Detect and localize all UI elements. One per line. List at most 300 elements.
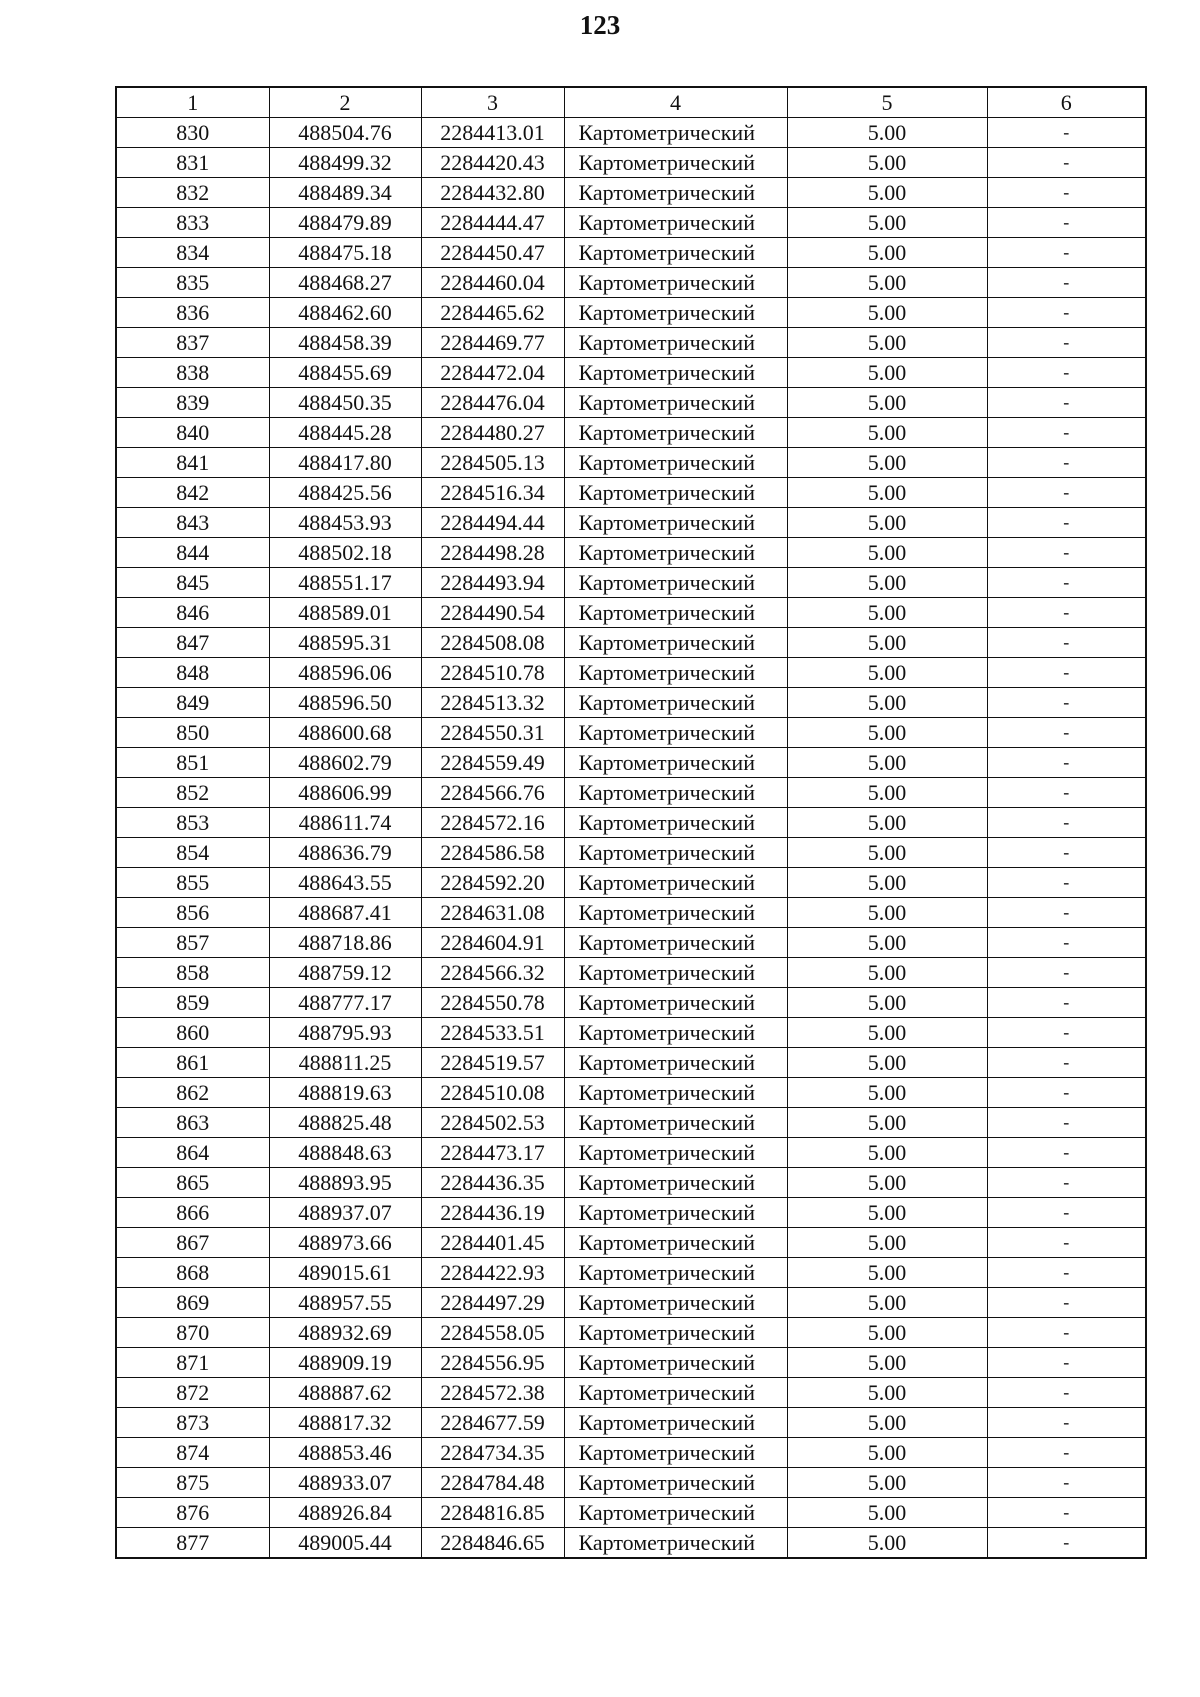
header-cell-3: 3	[421, 87, 564, 118]
accuracy-cell: 5.00	[787, 1348, 987, 1378]
table-row	[116, 418, 1146, 448]
table-body	[116, 118, 1146, 1559]
point-number-cell: 854	[116, 838, 269, 868]
x-coordinate-cell: 488643.55	[269, 868, 421, 898]
accuracy-cell: 5.00	[787, 778, 987, 808]
table-row	[116, 718, 1146, 748]
note-cell: -	[987, 1468, 1146, 1498]
table-row	[116, 328, 1146, 358]
x-coordinate-cell: 488596.06	[269, 658, 421, 688]
table-row	[116, 778, 1146, 808]
y-coordinate-cell: 2284816.85	[421, 1498, 564, 1528]
table-row	[116, 538, 1146, 568]
coordinates-table	[115, 86, 1147, 1559]
accuracy-cell: 5.00	[787, 238, 987, 268]
header-cell-5: 5	[787, 87, 987, 118]
x-coordinate-cell: 488445.28	[269, 418, 421, 448]
method-cell: Картометрический	[564, 388, 787, 418]
note-cell: -	[987, 148, 1146, 178]
note-cell: -	[987, 1318, 1146, 1348]
x-coordinate-cell: 488499.32	[269, 148, 421, 178]
table-row	[116, 1288, 1146, 1318]
x-coordinate-cell: 488462.60	[269, 298, 421, 328]
note-cell: -	[987, 1018, 1146, 1048]
y-coordinate-cell: 2284586.58	[421, 838, 564, 868]
y-coordinate-cell: 2284533.51	[421, 1018, 564, 1048]
table-row	[116, 868, 1146, 898]
point-number-cell: 843	[116, 508, 269, 538]
y-coordinate-cell: 2284510.08	[421, 1078, 564, 1108]
x-coordinate-cell: 488777.17	[269, 988, 421, 1018]
header-cell-4: 4	[564, 87, 787, 118]
method-cell: Картометрический	[564, 1348, 787, 1378]
accuracy-cell: 5.00	[787, 1498, 987, 1528]
accuracy-cell: 5.00	[787, 718, 987, 748]
note-cell: -	[987, 808, 1146, 838]
point-number-cell: 857	[116, 928, 269, 958]
table-row	[116, 1138, 1146, 1168]
method-cell: Картометрический	[564, 1138, 787, 1168]
method-cell: Картометрический	[564, 418, 787, 448]
y-coordinate-cell: 2284784.48	[421, 1468, 564, 1498]
note-cell: -	[987, 658, 1146, 688]
y-coordinate-cell: 2284420.43	[421, 148, 564, 178]
table-row	[116, 238, 1146, 268]
table-row	[116, 1438, 1146, 1468]
point-number-cell: 860	[116, 1018, 269, 1048]
method-cell: Картометрический	[564, 568, 787, 598]
header-cell-2: 2	[269, 87, 421, 118]
note-cell: -	[987, 688, 1146, 718]
accuracy-cell: 5.00	[787, 1378, 987, 1408]
point-number-cell: 869	[116, 1288, 269, 1318]
x-coordinate-cell: 488600.68	[269, 718, 421, 748]
y-coordinate-cell: 2284513.32	[421, 688, 564, 718]
accuracy-cell: 5.00	[787, 928, 987, 958]
x-coordinate-cell: 488611.74	[269, 808, 421, 838]
note-cell: -	[987, 1438, 1146, 1468]
table-row	[116, 658, 1146, 688]
point-number-cell: 866	[116, 1198, 269, 1228]
point-number-cell: 875	[116, 1468, 269, 1498]
point-number-cell: 842	[116, 478, 269, 508]
note-cell: -	[987, 1078, 1146, 1108]
y-coordinate-cell: 2284559.49	[421, 748, 564, 778]
table-row	[116, 268, 1146, 298]
accuracy-cell: 5.00	[787, 1438, 987, 1468]
method-cell: Картометрический	[564, 1468, 787, 1498]
x-coordinate-cell: 488602.79	[269, 748, 421, 778]
method-cell: Картометрический	[564, 718, 787, 748]
method-cell: Картометрический	[564, 628, 787, 658]
point-number-cell: 844	[116, 538, 269, 568]
note-cell: -	[987, 928, 1146, 958]
point-number-cell: 850	[116, 718, 269, 748]
y-coordinate-cell: 2284436.35	[421, 1168, 564, 1198]
note-cell: -	[987, 1258, 1146, 1288]
x-coordinate-cell: 488933.07	[269, 1468, 421, 1498]
method-cell: Картометрический	[564, 748, 787, 778]
accuracy-cell: 5.00	[787, 1138, 987, 1168]
table-row	[116, 1378, 1146, 1408]
method-cell: Картометрический	[564, 298, 787, 328]
x-coordinate-cell: 488819.63	[269, 1078, 421, 1108]
method-cell: Картометрический	[564, 1168, 787, 1198]
x-coordinate-cell: 488853.46	[269, 1438, 421, 1468]
accuracy-cell: 5.00	[787, 1408, 987, 1438]
y-coordinate-cell: 2284505.13	[421, 448, 564, 478]
table-row	[116, 958, 1146, 988]
point-number-cell: 871	[116, 1348, 269, 1378]
table-row	[116, 928, 1146, 958]
accuracy-cell: 5.00	[787, 418, 987, 448]
point-number-cell: 838	[116, 358, 269, 388]
table-row	[116, 1408, 1146, 1438]
method-cell: Картометрический	[564, 268, 787, 298]
y-coordinate-cell: 2284498.28	[421, 538, 564, 568]
point-number-cell: 865	[116, 1168, 269, 1198]
table-row	[116, 208, 1146, 238]
method-cell: Картометрический	[564, 1018, 787, 1048]
note-cell: -	[987, 268, 1146, 298]
y-coordinate-cell: 2284572.38	[421, 1378, 564, 1408]
accuracy-cell: 5.00	[787, 1078, 987, 1108]
x-coordinate-cell: 488973.66	[269, 1228, 421, 1258]
table-row	[116, 1078, 1146, 1108]
note-cell: -	[987, 418, 1146, 448]
accuracy-cell: 5.00	[787, 298, 987, 328]
y-coordinate-cell: 2284494.44	[421, 508, 564, 538]
y-coordinate-cell: 2284465.62	[421, 298, 564, 328]
x-coordinate-cell: 488795.93	[269, 1018, 421, 1048]
method-cell: Картометрический	[564, 508, 787, 538]
note-cell: -	[987, 208, 1146, 238]
method-cell: Картометрический	[564, 1048, 787, 1078]
point-number-cell: 833	[116, 208, 269, 238]
method-cell: Картометрический	[564, 178, 787, 208]
accuracy-cell: 5.00	[787, 808, 987, 838]
x-coordinate-cell: 488455.69	[269, 358, 421, 388]
accuracy-cell: 5.00	[787, 838, 987, 868]
note-cell: -	[987, 598, 1146, 628]
accuracy-cell: 5.00	[787, 1228, 987, 1258]
point-number-cell: 834	[116, 238, 269, 268]
note-cell: -	[987, 748, 1146, 778]
accuracy-cell: 5.00	[787, 1318, 987, 1348]
point-number-cell: 848	[116, 658, 269, 688]
x-coordinate-cell: 488932.69	[269, 1318, 421, 1348]
accuracy-cell: 5.00	[787, 148, 987, 178]
point-number-cell: 841	[116, 448, 269, 478]
x-coordinate-cell: 488551.17	[269, 568, 421, 598]
y-coordinate-cell: 2284566.76	[421, 778, 564, 808]
method-cell: Картометрический	[564, 1288, 787, 1318]
y-coordinate-cell: 2284516.34	[421, 478, 564, 508]
note-cell: -	[987, 1138, 1146, 1168]
x-coordinate-cell: 489005.44	[269, 1528, 421, 1559]
table-row	[116, 1468, 1146, 1498]
y-coordinate-cell: 2284550.78	[421, 988, 564, 1018]
x-coordinate-cell: 488848.63	[269, 1138, 421, 1168]
note-cell: -	[987, 538, 1146, 568]
y-coordinate-cell: 2284432.80	[421, 178, 564, 208]
x-coordinate-cell: 488926.84	[269, 1498, 421, 1528]
accuracy-cell: 5.00	[787, 1018, 987, 1048]
note-cell: -	[987, 448, 1146, 478]
y-coordinate-cell: 2284604.91	[421, 928, 564, 958]
point-number-cell: 868	[116, 1258, 269, 1288]
y-coordinate-cell: 2284497.29	[421, 1288, 564, 1318]
note-cell: -	[987, 328, 1146, 358]
x-coordinate-cell: 488909.19	[269, 1348, 421, 1378]
method-cell: Картометрический	[564, 1198, 787, 1228]
table-row	[116, 628, 1146, 658]
y-coordinate-cell: 2284460.04	[421, 268, 564, 298]
y-coordinate-cell: 2284592.20	[421, 868, 564, 898]
point-number-cell: 877	[116, 1528, 269, 1559]
accuracy-cell: 5.00	[787, 1258, 987, 1288]
point-number-cell: 873	[116, 1408, 269, 1438]
point-number-cell: 836	[116, 298, 269, 328]
accuracy-cell: 5.00	[787, 898, 987, 928]
x-coordinate-cell: 488606.99	[269, 778, 421, 808]
method-cell: Картометрический	[564, 358, 787, 388]
y-coordinate-cell: 2284510.78	[421, 658, 564, 688]
accuracy-cell: 5.00	[787, 1528, 987, 1559]
y-coordinate-cell: 2284493.94	[421, 568, 564, 598]
accuracy-cell: 5.00	[787, 538, 987, 568]
table-row	[116, 1168, 1146, 1198]
y-coordinate-cell: 2284677.59	[421, 1408, 564, 1438]
page-number: 123	[579, 10, 621, 40]
table-row	[116, 808, 1146, 838]
table-row	[116, 568, 1146, 598]
table-row	[116, 1348, 1146, 1378]
accuracy-cell: 5.00	[787, 868, 987, 898]
method-cell: Картометрический	[564, 118, 787, 148]
accuracy-cell: 5.00	[787, 208, 987, 238]
method-cell: Картометрический	[564, 1528, 787, 1559]
point-number-cell: 852	[116, 778, 269, 808]
note-cell: -	[987, 238, 1146, 268]
note-cell: -	[987, 1108, 1146, 1138]
note-cell: -	[987, 1228, 1146, 1258]
point-number-cell: 845	[116, 568, 269, 598]
table-row	[116, 298, 1146, 328]
point-number-cell: 876	[116, 1498, 269, 1528]
header-cell-6: 6	[987, 87, 1146, 118]
table-row	[116, 1318, 1146, 1348]
note-cell: -	[987, 1348, 1146, 1378]
note-cell: -	[987, 1168, 1146, 1198]
method-cell: Картометрический	[564, 1498, 787, 1528]
y-coordinate-cell: 2284502.53	[421, 1108, 564, 1138]
point-number-cell: 851	[116, 748, 269, 778]
point-number-cell: 849	[116, 688, 269, 718]
point-number-cell: 864	[116, 1138, 269, 1168]
note-cell: -	[987, 898, 1146, 928]
method-cell: Картометрический	[564, 238, 787, 268]
y-coordinate-cell: 2284556.95	[421, 1348, 564, 1378]
y-coordinate-cell: 2284436.19	[421, 1198, 564, 1228]
point-number-cell: 839	[116, 388, 269, 418]
method-cell: Картометрический	[564, 328, 787, 358]
y-coordinate-cell: 2284469.77	[421, 328, 564, 358]
y-coordinate-cell: 2284550.31	[421, 718, 564, 748]
y-coordinate-cell: 2284558.05	[421, 1318, 564, 1348]
x-coordinate-cell: 488957.55	[269, 1288, 421, 1318]
x-coordinate-cell: 488825.48	[269, 1108, 421, 1138]
x-coordinate-cell: 488458.39	[269, 328, 421, 358]
x-coordinate-cell: 488636.79	[269, 838, 421, 868]
method-cell: Картометрический	[564, 898, 787, 928]
accuracy-cell: 5.00	[787, 748, 987, 778]
accuracy-cell: 5.00	[787, 1198, 987, 1228]
table-row	[116, 988, 1146, 1018]
y-coordinate-cell: 2284734.35	[421, 1438, 564, 1468]
x-coordinate-cell: 488475.18	[269, 238, 421, 268]
method-cell: Картометрический	[564, 1258, 787, 1288]
method-cell: Картометрический	[564, 658, 787, 688]
note-cell: -	[987, 1288, 1146, 1318]
x-coordinate-cell: 488425.56	[269, 478, 421, 508]
x-coordinate-cell: 488759.12	[269, 958, 421, 988]
accuracy-cell: 5.00	[787, 388, 987, 418]
method-cell: Картометрический	[564, 1228, 787, 1258]
accuracy-cell: 5.00	[787, 658, 987, 688]
point-number-cell: 862	[116, 1078, 269, 1108]
table-row	[116, 448, 1146, 478]
note-cell: -	[987, 568, 1146, 598]
x-coordinate-cell: 488687.41	[269, 898, 421, 928]
point-number-cell: 837	[116, 328, 269, 358]
x-coordinate-cell: 488489.34	[269, 178, 421, 208]
point-number-cell: 867	[116, 1228, 269, 1258]
point-number-cell: 831	[116, 148, 269, 178]
method-cell: Картометрический	[564, 1438, 787, 1468]
table-row	[116, 1198, 1146, 1228]
table-row	[116, 1108, 1146, 1138]
table-row	[116, 1018, 1146, 1048]
table-row	[116, 358, 1146, 388]
y-coordinate-cell: 2284631.08	[421, 898, 564, 928]
method-cell: Картометрический	[564, 1318, 787, 1348]
table-row	[116, 388, 1146, 418]
y-coordinate-cell: 2284566.32	[421, 958, 564, 988]
table-row	[116, 178, 1146, 208]
note-cell: -	[987, 1048, 1146, 1078]
x-coordinate-cell: 488937.07	[269, 1198, 421, 1228]
accuracy-cell: 5.00	[787, 568, 987, 598]
y-coordinate-cell: 2284490.54	[421, 598, 564, 628]
accuracy-cell: 5.00	[787, 478, 987, 508]
accuracy-cell: 5.00	[787, 448, 987, 478]
point-number-cell: 874	[116, 1438, 269, 1468]
note-cell: -	[987, 358, 1146, 388]
method-cell: Картометрический	[564, 688, 787, 718]
x-coordinate-cell: 488811.25	[269, 1048, 421, 1078]
method-cell: Картометрический	[564, 778, 787, 808]
note-cell: -	[987, 778, 1146, 808]
x-coordinate-cell: 488417.80	[269, 448, 421, 478]
method-cell: Картометрический	[564, 148, 787, 178]
point-number-cell: 870	[116, 1318, 269, 1348]
point-number-cell: 853	[116, 808, 269, 838]
method-cell: Картометрический	[564, 1108, 787, 1138]
accuracy-cell: 5.00	[787, 1288, 987, 1318]
note-cell: -	[987, 1408, 1146, 1438]
note-cell: -	[987, 118, 1146, 148]
point-number-cell: 830	[116, 118, 269, 148]
table-row	[116, 1048, 1146, 1078]
table-row	[116, 838, 1146, 868]
x-coordinate-cell: 488596.50	[269, 688, 421, 718]
y-coordinate-cell: 2284476.04	[421, 388, 564, 418]
accuracy-cell: 5.00	[787, 598, 987, 628]
x-coordinate-cell: 488887.62	[269, 1378, 421, 1408]
table-row	[116, 1228, 1146, 1258]
x-coordinate-cell: 488502.18	[269, 538, 421, 568]
point-number-cell: 847	[116, 628, 269, 658]
point-number-cell: 861	[116, 1048, 269, 1078]
method-cell: Картометрический	[564, 478, 787, 508]
table-row	[116, 748, 1146, 778]
method-cell: Картометрический	[564, 868, 787, 898]
y-coordinate-cell: 2284519.57	[421, 1048, 564, 1078]
y-coordinate-cell: 2284422.93	[421, 1258, 564, 1288]
method-cell: Картометрический	[564, 448, 787, 478]
x-coordinate-cell: 488450.35	[269, 388, 421, 418]
point-number-cell: 872	[116, 1378, 269, 1408]
table-row	[116, 1498, 1146, 1528]
x-coordinate-cell: 488504.76	[269, 118, 421, 148]
method-cell: Картометрический	[564, 958, 787, 988]
method-cell: Картометрический	[564, 838, 787, 868]
method-cell: Картометрический	[564, 1408, 787, 1438]
table-row	[116, 898, 1146, 928]
x-coordinate-cell: 488453.93	[269, 508, 421, 538]
point-number-cell: 859	[116, 988, 269, 1018]
note-cell: -	[987, 478, 1146, 508]
accuracy-cell: 5.00	[787, 1048, 987, 1078]
note-cell: -	[987, 868, 1146, 898]
note-cell: -	[987, 298, 1146, 328]
accuracy-cell: 5.00	[787, 1168, 987, 1198]
y-coordinate-cell: 2284450.47	[421, 238, 564, 268]
accuracy-cell: 5.00	[787, 178, 987, 208]
table-header-row	[116, 87, 1146, 118]
y-coordinate-cell: 2284444.47	[421, 208, 564, 238]
table-row	[116, 598, 1146, 628]
accuracy-cell: 5.00	[787, 958, 987, 988]
method-cell: Картометрический	[564, 538, 787, 568]
x-coordinate-cell: 489015.61	[269, 1258, 421, 1288]
table-row	[116, 148, 1146, 178]
y-coordinate-cell: 2284413.01	[421, 118, 564, 148]
point-number-cell: 856	[116, 898, 269, 928]
y-coordinate-cell: 2284473.17	[421, 1138, 564, 1168]
table-row	[116, 1528, 1146, 1559]
accuracy-cell: 5.00	[787, 1108, 987, 1138]
header-cell-1: 1	[116, 87, 269, 118]
table-row	[116, 478, 1146, 508]
y-coordinate-cell: 2284472.04	[421, 358, 564, 388]
method-cell: Картометрический	[564, 1378, 787, 1408]
point-number-cell: 832	[116, 178, 269, 208]
y-coordinate-cell: 2284480.27	[421, 418, 564, 448]
accuracy-cell: 5.00	[787, 508, 987, 538]
x-coordinate-cell: 488718.86	[269, 928, 421, 958]
